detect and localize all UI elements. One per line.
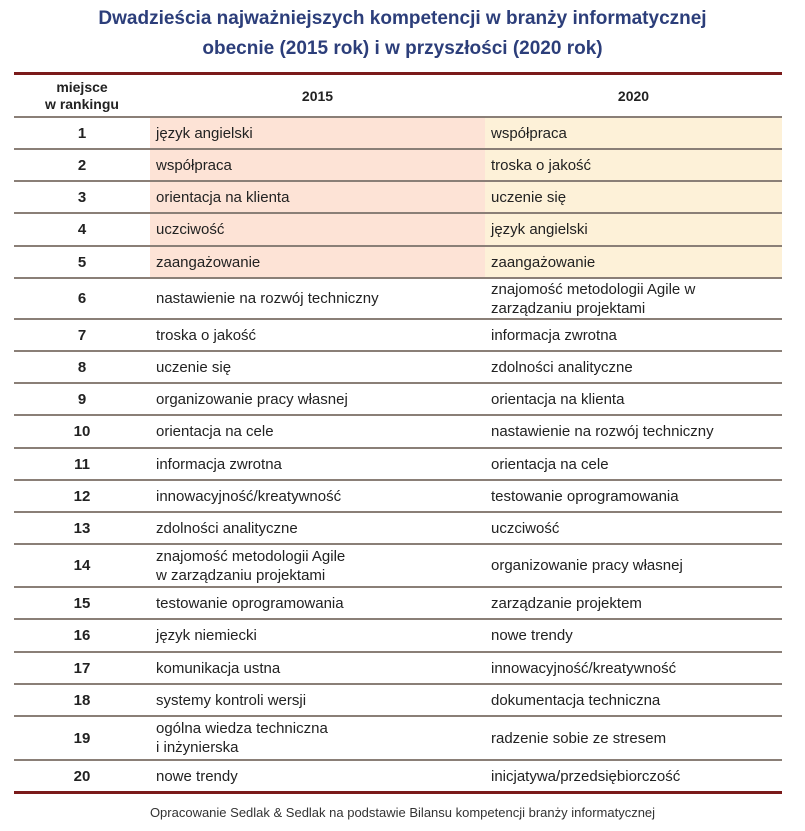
cell-text: informacja zwrotna	[156, 455, 282, 473]
cell-text: zaangażowanie	[156, 253, 261, 271]
cell-text: zaangażowanie	[491, 253, 596, 271]
page-title	[0, 4, 805, 64]
title-line-2: obecnie (2015 rok) i w przyszłości (2020 rok)	[202, 38, 603, 59]
cell-2015	[150, 384, 485, 414]
table-row	[14, 214, 782, 247]
rank-cell: 8	[77, 358, 87, 376]
title-line-1: Dwadzieścia najważniejszych kompetencji w branży informatycznej	[98, 8, 707, 29]
cell-text: innowacyjność/kreatywność	[156, 487, 342, 505]
table-row	[14, 118, 782, 150]
cell-text: orientacja na klienta	[156, 188, 290, 206]
cell-2020	[485, 620, 782, 651]
cell-2020	[485, 416, 782, 447]
cell-text: orientacja na cele	[156, 423, 274, 440]
cell-2015	[150, 481, 485, 511]
cell-text: systemy kontroli wersji	[156, 691, 307, 709]
cell-text: testowanie oprogramowania	[156, 594, 344, 612]
table-header	[14, 75, 782, 118]
cell-text: znajomość metodologii Agile	[156, 547, 346, 565]
cell-text: uczenie się	[156, 358, 232, 376]
table-row	[14, 685, 782, 717]
cell-text: nastawienie na rozwój techniczny	[156, 290, 379, 307]
cell-text: inicjatywa/przedsiębiorczość	[491, 767, 681, 785]
cell-2015	[150, 150, 485, 180]
cell-2015	[150, 416, 485, 447]
table-row	[14, 481, 782, 513]
source-footnote: Opracowanie Sedlak & Sedlak na podstawie Bilansu kompetencji branży informatycznej	[149, 805, 656, 820]
table-row	[14, 150, 782, 182]
cell-text: komunikacja ustna	[156, 659, 281, 677]
cell-text: uczciwość	[156, 221, 225, 238]
table-row	[14, 182, 782, 214]
rank-cell: 18	[73, 691, 91, 709]
cell-text: język angielski	[491, 221, 588, 238]
rank-cell: 5	[77, 253, 87, 271]
ranking-table	[14, 72, 782, 794]
table-row	[14, 279, 782, 320]
cell-2015	[150, 685, 485, 715]
rank-cell: 17	[73, 659, 91, 677]
cell-text: język angielski	[156, 124, 253, 142]
rank-cell: 4	[77, 221, 87, 238]
rank-cell: 19	[73, 729, 91, 747]
cell-2020	[485, 247, 782, 277]
cell-text: troska o jakość	[156, 326, 257, 344]
cell-text: uczenie się	[491, 188, 567, 206]
cell-text: nowe trendy	[491, 627, 573, 644]
cell-text: orientacja na klienta	[491, 390, 625, 408]
cell-2015	[150, 247, 485, 277]
cell-2015	[150, 118, 485, 148]
cell-2020	[485, 545, 782, 586]
rank-cell: 15	[73, 594, 91, 612]
cell-text: informacja zwrotna	[491, 326, 617, 344]
header-rank-line2: w rankingu	[45, 95, 119, 112]
cell-2015	[150, 513, 485, 543]
table-row	[14, 449, 782, 481]
cell-text: ogólna wiedza techniczna	[156, 720, 328, 737]
cell-2015	[150, 761, 485, 791]
header-2015: 2015	[301, 87, 334, 104]
rank-cell: 16	[73, 627, 91, 644]
rank-cell: 1	[77, 124, 87, 142]
table-row	[14, 352, 782, 384]
cell-2015	[150, 653, 485, 683]
rank-cell: 9	[77, 390, 87, 408]
cell-text: znajomość metodologii Agile w	[491, 280, 696, 298]
rank-cell: 2	[77, 156, 87, 174]
header-2020: 2020	[617, 87, 650, 104]
table-body	[14, 118, 782, 794]
rank-cell: 14	[73, 557, 91, 574]
table-row	[14, 545, 782, 588]
cell-text: radzenie sobie ze stresem	[491, 729, 667, 747]
cell-text: współpraca	[156, 156, 232, 174]
cell-2020	[485, 481, 782, 511]
rank-cell: 11	[74, 455, 90, 473]
rank-cell: 10	[73, 423, 91, 440]
cell-2015	[150, 279, 485, 318]
rank-cell: 7	[77, 326, 87, 344]
cell-2020	[485, 513, 782, 543]
cell-2020	[485, 214, 782, 245]
cell-text: nastawienie na rozwój techniczny	[491, 423, 714, 440]
cell-text: współpraca	[491, 124, 567, 142]
cell-text: organizowanie pracy własnej	[491, 557, 683, 574]
cell-2015	[150, 588, 485, 618]
cell-text: nowe trendy	[156, 767, 238, 785]
table-row	[14, 416, 782, 449]
table-row	[14, 247, 782, 279]
cell-2015	[150, 320, 485, 350]
cell-2020	[485, 118, 782, 148]
rank-cell: 20	[73, 767, 91, 785]
cell-text: zdolności analityczne	[156, 519, 298, 537]
cell-text: zdolności analityczne	[491, 358, 633, 376]
cell-text: i inżynierska	[156, 739, 239, 756]
cell-2020	[485, 717, 782, 759]
cell-2015	[150, 717, 485, 759]
cell-2015	[150, 214, 485, 245]
cell-2020	[485, 384, 782, 414]
table-row	[14, 513, 782, 545]
cell-2020	[485, 320, 782, 350]
cell-2015	[150, 545, 485, 586]
cell-2015	[150, 620, 485, 651]
cell-2020	[485, 150, 782, 180]
cell-text: testowanie oprogramowania	[491, 487, 679, 505]
cell-2015	[150, 352, 485, 382]
cell-text: orientacja na cele	[491, 455, 609, 473]
table-row	[14, 761, 782, 794]
table-row	[14, 653, 782, 685]
header-rank-line1: miejsce	[56, 78, 108, 95]
table-row	[14, 320, 782, 352]
cell-2020	[485, 352, 782, 382]
table-row	[14, 620, 782, 653]
cell-text: zarządzanie projektem	[491, 594, 642, 612]
cell-2020	[485, 653, 782, 683]
cell-2015	[150, 449, 485, 479]
cell-text: innowacyjność/kreatywność	[491, 659, 677, 677]
rank-cell: 13	[73, 519, 91, 537]
cell-2015	[150, 182, 485, 212]
cell-2020	[485, 449, 782, 479]
cell-2020	[485, 182, 782, 212]
cell-text: język niemiecki	[156, 627, 257, 644]
cell-2020	[485, 761, 782, 791]
cell-text: uczciwość	[491, 519, 560, 537]
cell-2020	[485, 279, 782, 318]
cell-text: organizowanie pracy własnej	[156, 390, 348, 408]
table-row	[14, 384, 782, 416]
header-rank	[14, 79, 150, 113]
table-row	[14, 588, 782, 620]
rank-cell: 12	[73, 487, 91, 505]
cell-text: troska o jakość	[491, 156, 592, 174]
rank-cell: 6	[77, 290, 87, 307]
table-row	[14, 717, 782, 761]
rank-cell: 3	[77, 188, 87, 206]
cell-text: zarządzaniu projektami	[491, 299, 646, 317]
cell-2020	[485, 588, 782, 618]
cell-text: w zarządzaniu projektami	[156, 566, 326, 584]
cell-text: dokumentacja techniczna	[491, 691, 661, 709]
cell-2020	[485, 685, 782, 715]
